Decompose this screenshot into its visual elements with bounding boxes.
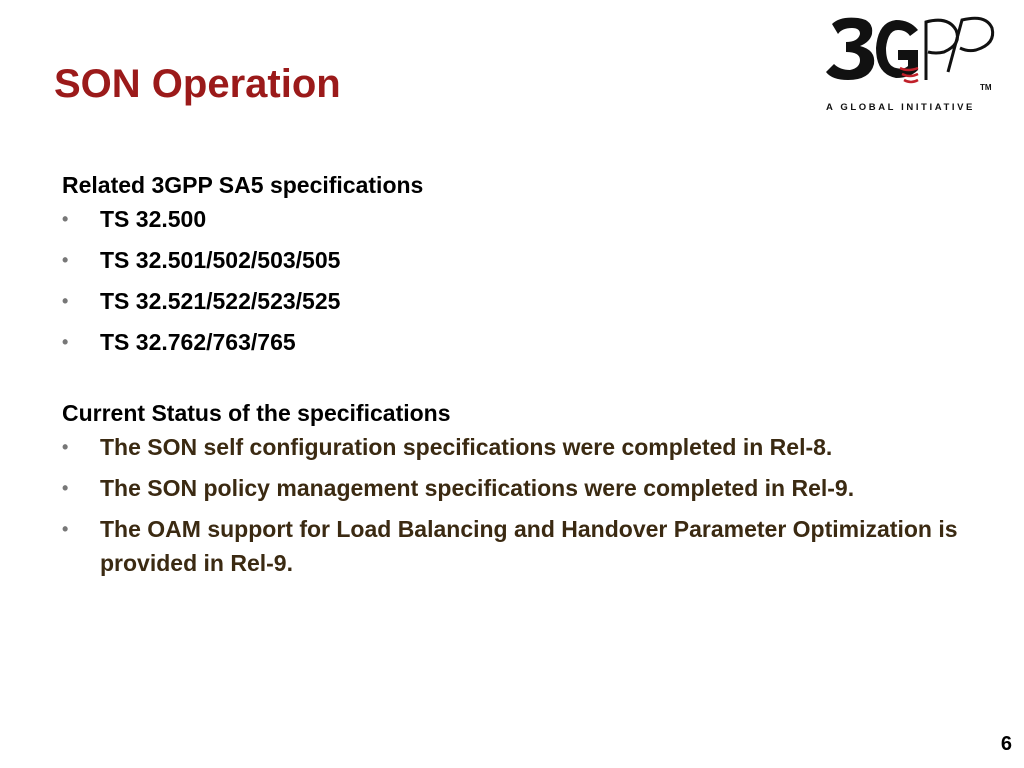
status-section-heading: Current Status of the specifications [62,400,451,426]
spec-item-text: TS 32.500 [100,206,207,232]
list-item [62,430,962,464]
bullet-icon: • [62,332,69,352]
spec-item-text: TS 32.762/763/765 [100,329,296,355]
status-item-text: The SON self configuration specifications were completed in Rel-8. [100,434,833,460]
slide-content [62,168,962,587]
page-number: 6 [1000,733,1012,755]
list-item [62,243,962,277]
list-item [62,284,962,318]
bullet-icon: • [62,209,69,229]
list-item [62,471,962,505]
section-spacer [62,366,962,396]
status-list [62,430,962,580]
bullet-icon: • [62,519,69,539]
spec-item-text: TS 32.521/522/523/525 [100,288,341,314]
3gpp-logo-graphic [822,10,1002,120]
bullet-icon: • [62,437,69,457]
list-item [62,202,962,236]
bullet-icon: • [62,291,69,311]
spec-item-text: TS 32.501/502/503/505 [100,247,341,273]
logo-trademark: TM [980,83,992,92]
logo-3-shape [826,18,874,80]
bullet-icon: • [62,250,69,270]
status-item-text: The SON policy management specifications were completed in Rel-9. [100,475,855,501]
bullet-icon: • [62,478,69,498]
list-item [62,512,962,580]
page-title: SON Operation [54,62,341,106]
3gpp-logo [822,10,1002,120]
specs-list [62,202,962,359]
specs-section-heading: Related 3GPP SA5 specifications [62,172,424,198]
status-item-text: The OAM support for Load Balancing and Handover Parameter Optimization is provided in Rel-9. [100,516,958,576]
logo-tagline: A GLOBAL INITIATIVE [826,102,975,113]
list-item [62,325,962,359]
